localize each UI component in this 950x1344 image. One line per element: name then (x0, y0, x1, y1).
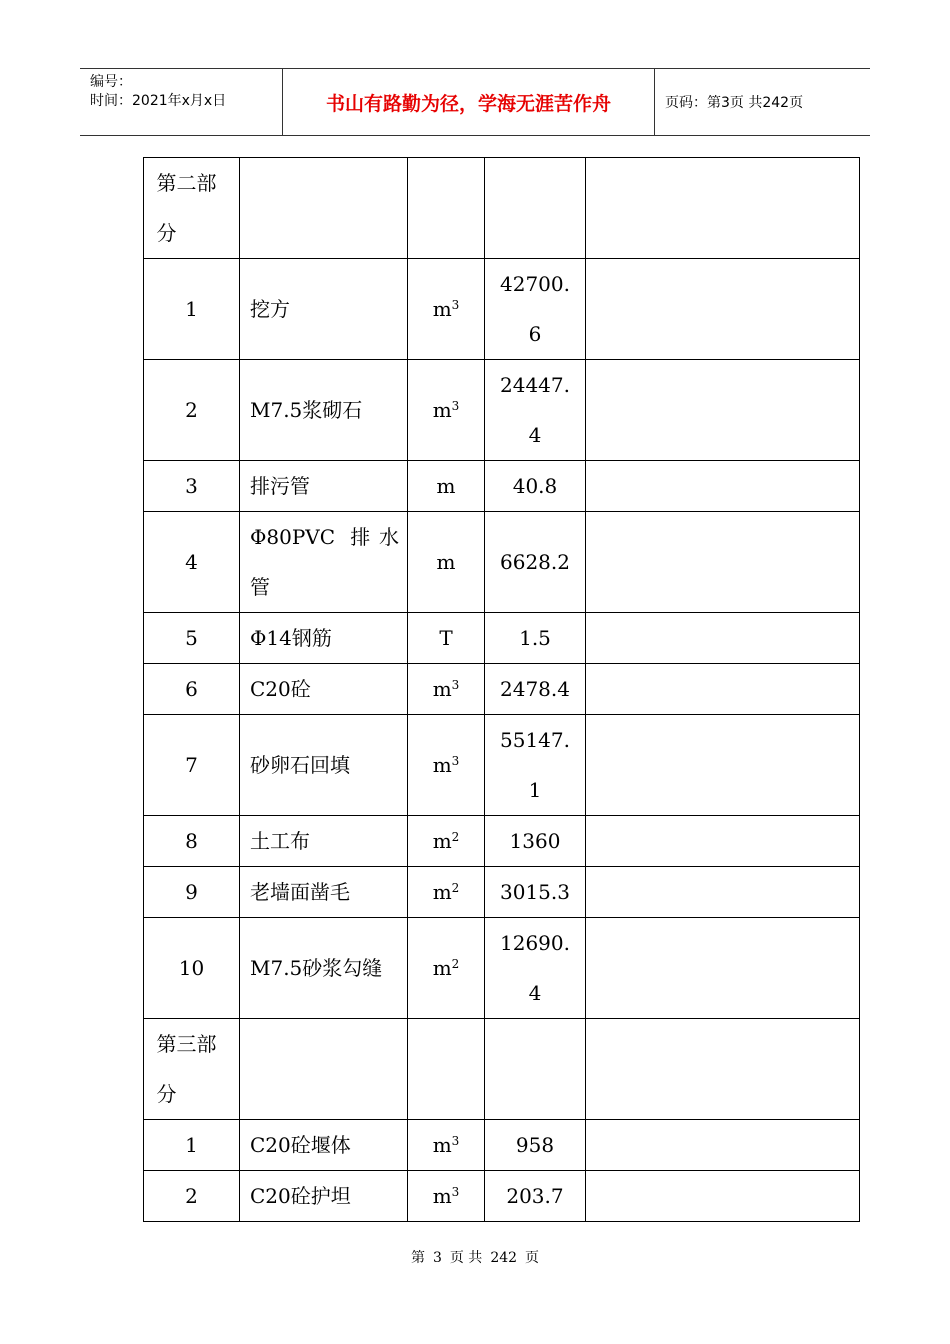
header-meta (80, 69, 282, 135)
row-unit: $m^2$ (408, 816, 485, 867)
row-note (586, 360, 860, 461)
header-motto: 书山有路勤为径，学海无涯苦作舟 (282, 69, 655, 135)
row-item: C20砼堰体 (240, 1120, 408, 1171)
page-header (80, 68, 870, 136)
row-unit (408, 1019, 485, 1120)
footer-suffix: 页 (525, 1250, 540, 1266)
row-number: 5 (144, 613, 240, 664)
table-row (144, 259, 860, 360)
table-row (144, 461, 860, 512)
row-unit: $m^2$ (408, 918, 485, 1019)
table-row (144, 715, 860, 816)
row-number: 4 (144, 512, 240, 613)
row-note (586, 461, 860, 512)
row-number: 6 (144, 664, 240, 715)
row-item (240, 1019, 408, 1120)
footer-prefix: 第 (410, 1250, 425, 1266)
table-row (144, 613, 860, 664)
row-qty: 2478.4 (485, 664, 586, 715)
row-unit (408, 158, 485, 259)
row-item: 老墙面凿毛 (240, 867, 408, 918)
table-row (144, 816, 860, 867)
row-unit: $m^3$ (408, 664, 485, 715)
row-note (586, 867, 860, 918)
footer-total: 242 (490, 1250, 518, 1266)
row-number: 第二部分 (144, 158, 240, 259)
row-note (586, 664, 860, 715)
header-page-info: 页码：第3页 共242页 (665, 95, 804, 111)
row-note (586, 512, 860, 613)
row-item: 挖方 (240, 259, 408, 360)
row-note (586, 918, 860, 1019)
row-qty (485, 158, 586, 259)
row-item: Φ80PVC 排水管 (240, 512, 408, 613)
row-number: 2 (144, 360, 240, 461)
time-label: 时间：2021年x月x日 (90, 93, 227, 109)
row-number: 1 (144, 259, 240, 360)
table-row (144, 1120, 860, 1171)
row-qty: 203.7 (485, 1171, 586, 1222)
table-row (144, 158, 860, 259)
row-unit: m (408, 461, 485, 512)
row-note (586, 816, 860, 867)
row-item: M7.5砂浆勾缝 (240, 918, 408, 1019)
row-item: 土工布 (240, 816, 408, 867)
row-qty: 55147.1 (485, 715, 586, 816)
row-qty: 1.5 (485, 613, 586, 664)
page-footer (0, 1247, 950, 1267)
row-note (586, 1171, 860, 1222)
row-number: 2 (144, 1171, 240, 1222)
row-unit: $m^3$ (408, 715, 485, 816)
row-item: C20砼护坦 (240, 1171, 408, 1222)
row-unit: $m^3$ (408, 1120, 485, 1171)
number-label: 编号： (90, 74, 132, 90)
row-qty: 3015.3 (485, 867, 586, 918)
row-unit: $m^3$ (408, 259, 485, 360)
row-number: 10 (144, 918, 240, 1019)
row-qty: 958 (485, 1120, 586, 1171)
footer-page: 3 (432, 1250, 442, 1266)
row-item: 砂卵石回填 (240, 715, 408, 816)
table-row (144, 1019, 860, 1120)
row-qty: 24447.4 (485, 360, 586, 461)
row-unit: $m^3$ (408, 1171, 485, 1222)
table-row (144, 918, 860, 1019)
row-unit: T (408, 613, 485, 664)
row-number: 7 (144, 715, 240, 816)
row-note (586, 613, 860, 664)
table-row (144, 867, 860, 918)
row-unit: $m^3$ (408, 360, 485, 461)
row-note (586, 259, 860, 360)
table-row (144, 360, 860, 461)
row-qty: 6628.2 (485, 512, 586, 613)
row-note (586, 1120, 860, 1171)
row-qty (485, 1019, 586, 1120)
row-number: 3 (144, 461, 240, 512)
row-item: Φ14钢筋 (240, 613, 408, 664)
table-row (144, 512, 860, 613)
row-item (240, 158, 408, 259)
row-item: C20砼 (240, 664, 408, 715)
table-row (144, 1171, 860, 1222)
footer-mid: 页 共 (449, 1250, 483, 1266)
row-item: 排污管 (240, 461, 408, 512)
row-unit: m (408, 512, 485, 613)
row-qty: 12690.4 (485, 918, 586, 1019)
row-note (586, 715, 860, 816)
row-note (586, 1019, 860, 1120)
row-number: 第三部分 (144, 1019, 240, 1120)
table-row (144, 664, 860, 715)
row-qty: 40.8 (485, 461, 586, 512)
row-number: 9 (144, 867, 240, 918)
row-number: 1 (144, 1120, 240, 1171)
row-note (586, 158, 860, 259)
row-number: 8 (144, 816, 240, 867)
row-qty: 1360 (485, 816, 586, 867)
quantity-table (143, 157, 860, 1222)
row-qty: 42700.6 (485, 259, 586, 360)
row-unit: $m^2$ (408, 867, 485, 918)
row-item: M7.5浆砌石 (240, 360, 408, 461)
